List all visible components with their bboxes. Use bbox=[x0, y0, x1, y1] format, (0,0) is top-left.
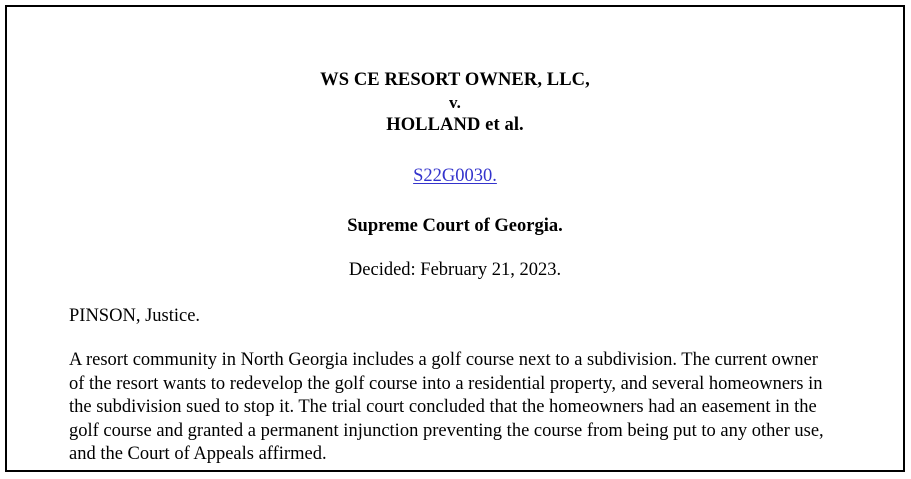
opinion-body bbox=[69, 349, 841, 467]
case-caption bbox=[69, 7, 841, 137]
opinion-byline-row bbox=[69, 305, 841, 327]
case-caption-versus: v. bbox=[448, 93, 461, 112]
court-name: Supreme Court of Georgia. bbox=[347, 216, 563, 236]
document-page-content bbox=[7, 7, 903, 470]
opinion-byline: PINSON, Justice. bbox=[69, 306, 201, 326]
decision-date-row bbox=[69, 259, 841, 281]
case-caption-defendant: HOLLAND et al. bbox=[386, 115, 524, 135]
decision-date: Decided: February 21, 2023. bbox=[348, 260, 562, 280]
document-page-frame bbox=[5, 5, 905, 472]
case-caption-plaintiff: WS CE RESORT OWNER, LLC, bbox=[320, 70, 590, 90]
docket-number-link[interactable]: S22G0030. bbox=[413, 166, 497, 186]
court-name-row bbox=[69, 215, 841, 237]
docket-number-row bbox=[69, 165, 841, 187]
opinion-paragraph: A resort community in North Georgia includes a golf course next to a subdivision. The current owner of the resort wants to redevelop the golf course into a residential property, and several homeowners in the subdivision sued to stop it. The trial court concluded that the homeowners had an easement in the golf course and granted a permanent injunction preventing the course from being put to any other use, and the Court of Appeals affirmed. bbox=[69, 350, 824, 464]
